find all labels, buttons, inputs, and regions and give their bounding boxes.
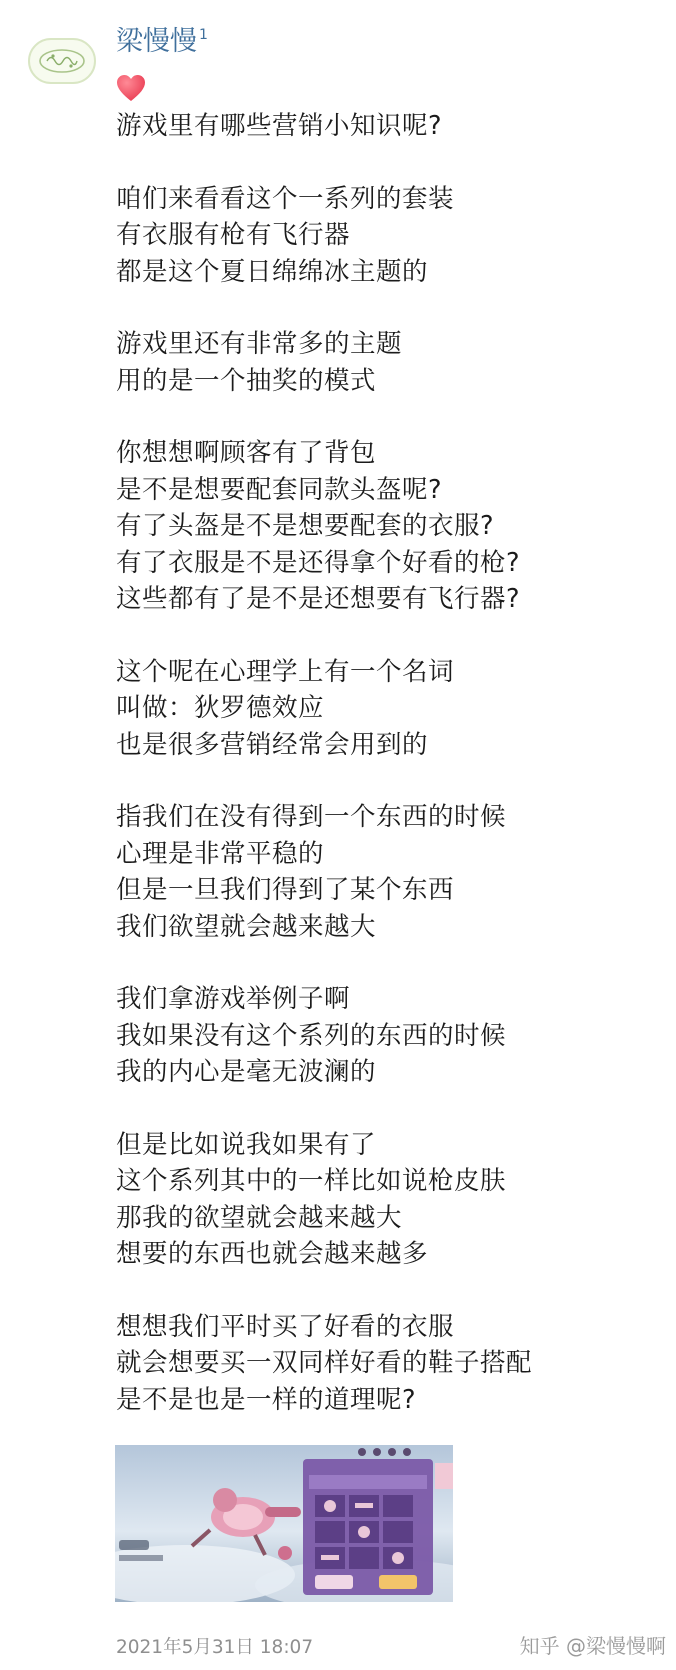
post-text-line: 但是比如说我如果有了 bbox=[116, 1129, 377, 1160]
post-text-line: 你想想啊顾客有了背包 bbox=[116, 438, 377, 468]
post-paragraph bbox=[116, 799, 656, 945]
post-text-line: 游戏里还有非常多的主题 bbox=[116, 329, 403, 359]
post-paragraph bbox=[116, 181, 656, 291]
post-text-line: 我的内心是毫无波澜的 bbox=[116, 1057, 377, 1087]
post-text-line: 是不是也是一样的道理呢? bbox=[116, 1384, 417, 1415]
post-text-line: 这个呢在心理学上有一个名词 bbox=[116, 656, 455, 687]
post-text-line: 咱们来看看这个一系列的套装 bbox=[116, 183, 455, 214]
post-timestamp: 2021年5月31日 18:07 bbox=[116, 1637, 314, 1658]
post-text-line: 有了头盔是不是想要配套的衣服? bbox=[116, 511, 495, 541]
post-text-line: 叫做：狄罗德效应 bbox=[116, 693, 325, 723]
post-text-line: 有了衣服是不是还得拿个好看的枪? bbox=[116, 547, 521, 578]
post-text-line: 想要的东西也就会越来越多 bbox=[116, 1239, 429, 1269]
heart-emoji-icon bbox=[116, 74, 146, 106]
post-text-line: 是不是想要配套同款头盔呢? bbox=[116, 474, 443, 505]
post-text-line: 这个系列其中的一样比如说枪皮肤 bbox=[116, 1166, 507, 1196]
post-paragraph bbox=[116, 654, 656, 764]
post-text-line: 想想我们平时买了好看的衣服 bbox=[116, 1311, 455, 1342]
author-avatar[interactable] bbox=[28, 38, 96, 84]
post-paragraph bbox=[116, 326, 656, 399]
post-text-line: 游戏里有哪些营销小知识呢? bbox=[116, 111, 443, 141]
post-text-line: 有衣服有枪有飞行器 bbox=[116, 220, 351, 250]
post-paragraph bbox=[116, 108, 656, 145]
post-text-line: 就会想要买一双同样好看的鞋子搭配 bbox=[116, 1348, 533, 1378]
post-text-line: 我们拿游戏举例子啊 bbox=[116, 984, 351, 1014]
author-line bbox=[116, 22, 208, 62]
post-text-line: 指我们在没有得到一个东西的时候 bbox=[116, 802, 507, 832]
author-superscript: 1 bbox=[199, 27, 208, 43]
avatar-doodle-icon bbox=[35, 45, 89, 77]
post-content bbox=[116, 108, 656, 1454]
post-paragraph bbox=[116, 435, 656, 618]
post-text-line: 但是一旦我们得到了某个东西 bbox=[116, 875, 455, 905]
post-text-line: 我们欲望就会越来越大 bbox=[116, 911, 377, 942]
author-name[interactable]: 梁慢慢 bbox=[116, 26, 197, 57]
post-paragraph bbox=[116, 981, 656, 1091]
post-paragraph bbox=[116, 1127, 656, 1273]
post-text-line: 心理是非常平稳的 bbox=[116, 838, 325, 869]
zhihu-watermark: 知乎 @梁慢慢啊 bbox=[519, 1634, 666, 1658]
post-paragraph bbox=[116, 1309, 656, 1419]
post-text-line: 那我的欲望就会越来越大 bbox=[116, 1202, 403, 1233]
post-text-line: 也是很多营销经常会用到的 bbox=[116, 729, 429, 760]
post-text-line: 都是这个夏日绵绵冰主题的 bbox=[116, 256, 429, 287]
post-text-line: 这些都有了是不是还想要有飞行器? bbox=[116, 584, 521, 614]
post-text-line: 用的是一个抽奖的模式 bbox=[116, 365, 377, 396]
post-text-line: 我如果没有这个系列的东西的时候 bbox=[116, 1020, 507, 1051]
game-screenshot-image[interactable] bbox=[115, 1445, 453, 1602]
